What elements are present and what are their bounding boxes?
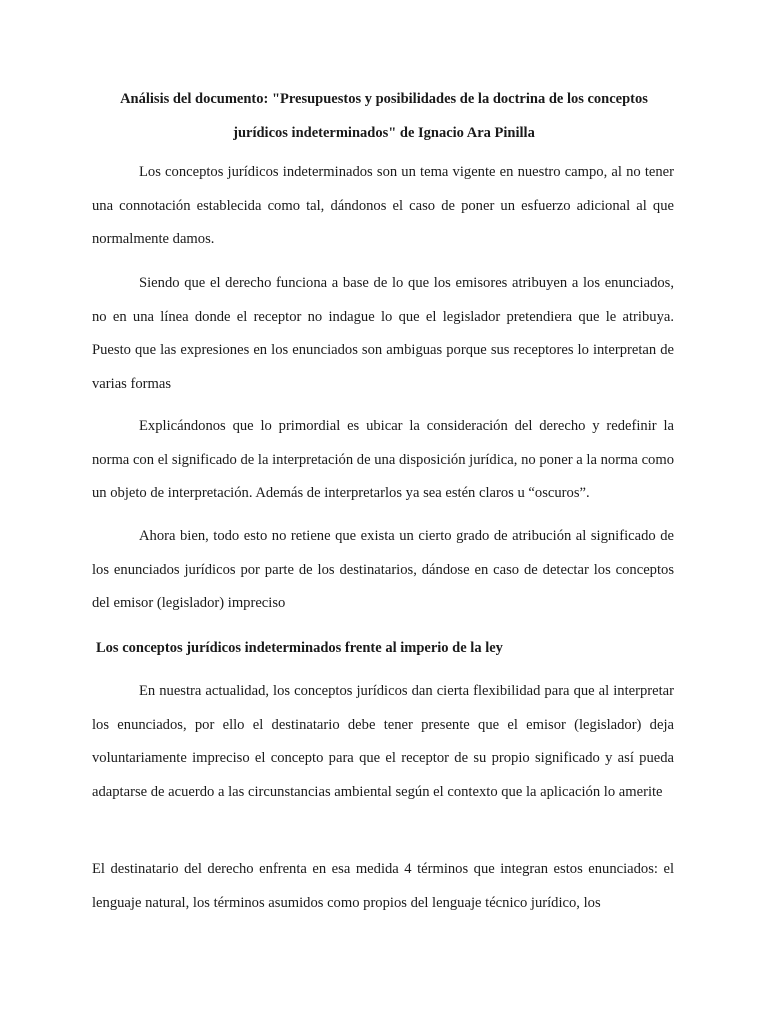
document-title-line-2: jurídicos indeterminados" de Ignacio Ara Pinilla (233, 125, 535, 141)
paragraph-5: En nuestra actualidad, los conceptos jurídicos dan cierta flexibilidad para que al interpretar los enunciados, por ello el destinatario debe tener presente que el emisor (legislador) deja voluntariamente impreciso el concepto para que el receptor de su propio significado y así pueda adaptarse de acuerdo a las circunstancias ambiental según el contexto que la aplicación lo amerite (92, 683, 674, 800)
paragraph-3: Explicándonos que lo primordial es ubicar la consideración del derecho y redefinir la norma con el significado de la interpretación de una disposición jurídica, no poner a la norma como un objeto de interpretación. Además de interpretarlos ya sea estén claros u “oscuros”. (92, 418, 674, 502)
paragraph-2: Siendo que el derecho funciona a base de lo que los emisores atribuyen a los enunciados, no en una línea donde el receptor no indague lo que el legislador pretendiera que le atribuya. Puesto que las expresiones en los enunciados son ambiguas porque sus receptores lo interpretan de varias formas (92, 275, 674, 392)
document-title-line-1: Análisis del documento: "Presupuestos y posibilidades de la doctrina de los conceptos (120, 91, 648, 107)
section-heading: Los conceptos jurídicos indeterminados frente al imperio de la ley (96, 640, 503, 656)
paragraph-6: El destinatario del derecho enfrenta en esa medida 4 términos que integran estos enunciados: el lenguaje natural, los términos asumidos como propios del lenguaje técnico jurídico, los (92, 861, 674, 911)
paragraph-4: Ahora bien, todo esto no retiene que exista un cierto grado de atribución al significado de los enunciados jurídicos por parte de los destinatarios, dándose en caso de detectar los conceptos del emisor (legislador) impreciso (92, 528, 674, 612)
paragraph-1: Los conceptos jurídicos indeterminados son un tema vigente en nuestro campo, al no tener una connotación establecida como tal, dándonos el caso de poner un esfuerzo adicional al que normalmente damos. (92, 164, 674, 248)
